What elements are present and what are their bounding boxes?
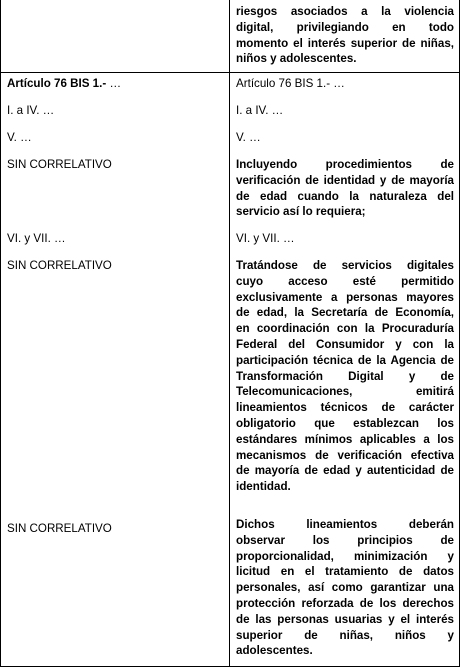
text-line: servicio así lo requiera; <box>236 205 366 219</box>
text-line: exclusivamente a personas mayores <box>236 290 454 304</box>
text-line: superior de niñas, niños y <box>236 628 454 642</box>
text-line: proporcionalidad, minimización y <box>236 549 454 563</box>
text-line: de edad cuando la naturaleza del <box>236 189 454 203</box>
right-fraction: I. a IV. … <box>236 104 284 117</box>
text-line: de las personas usuarias y el interés <box>236 612 454 626</box>
added-text-block <box>236 258 454 495</box>
left-fraction: VI. y VII. … <box>7 232 66 245</box>
text-line: riesgos asociados a la violencia <box>236 5 454 18</box>
text-line: Transformación Digital y de <box>236 369 454 383</box>
text-line: personales, así como garantizar una <box>236 581 454 595</box>
text-line: digital, privilegiando en todo <box>236 20 454 34</box>
continuation-text <box>236 4 454 67</box>
table-border-left <box>0 0 1 667</box>
ellipsis: … <box>106 77 122 90</box>
text-line: lineamientos técnicos de carácter <box>236 401 454 415</box>
text-line: de edad, la Secretaría de Economía, <box>236 306 454 320</box>
column-divider <box>229 0 230 667</box>
article-number: Artículo 76 BIS 1.- <box>7 77 107 90</box>
row-divider <box>0 72 460 73</box>
left-article-heading <box>7 76 221 92</box>
left-fraction: I. a IV. … <box>7 104 55 117</box>
text-line: Incluyendo procedimientos de <box>236 158 454 171</box>
text-line: Federal del Consumidor y con la <box>236 337 454 351</box>
text-line: cuyo acceso esté permitido <box>236 274 454 288</box>
text-line: de mayoría de edad y autenticidad de <box>236 464 454 478</box>
right-article-heading: Artículo 76 BIS 1.- … <box>236 77 345 90</box>
right-fraction: V. … <box>236 131 261 144</box>
text-line: momento el interés superior de niñas, <box>236 36 454 50</box>
added-text-block <box>236 157 454 220</box>
text-line: licitud en el tratamiento de datos <box>236 565 454 579</box>
text-line: verificación de identidad y de mayoría <box>236 173 454 187</box>
sin-correlativo-label: SIN CORRELATIVO <box>7 158 112 171</box>
right-fraction: VI. y VII. … <box>236 232 295 245</box>
text-line: observar los principios de <box>236 533 454 547</box>
text-line: obligatorio que establezcan los <box>236 416 454 430</box>
sin-correlativo-label: SIN CORRELATIVO <box>7 259 112 272</box>
text-line: estándares mínimos aplicables a los <box>236 432 454 446</box>
text-line: niños y adolescentes. <box>236 52 357 66</box>
added-text-block <box>236 517 454 659</box>
text-line: mecanismos de verificación efectiva <box>236 448 454 462</box>
text-line: Tratándose de servicios digitales <box>236 259 454 272</box>
text-line: adolescentes. <box>236 644 313 658</box>
sin-correlativo-label: SIN CORRELATIVO <box>7 522 112 535</box>
text-line: Dichos lineamientos deberán <box>236 518 454 531</box>
text-line: protección reforzada de los derechos <box>236 596 454 610</box>
left-fraction: V. … <box>7 131 32 144</box>
text-line: en coordinación con la Procuraduría <box>236 322 454 336</box>
text-line: identidad. <box>236 480 291 494</box>
text-line: Telecomunicaciones, emitirá <box>236 385 454 399</box>
text-line: participación técnica de la Agencia de <box>236 353 454 367</box>
